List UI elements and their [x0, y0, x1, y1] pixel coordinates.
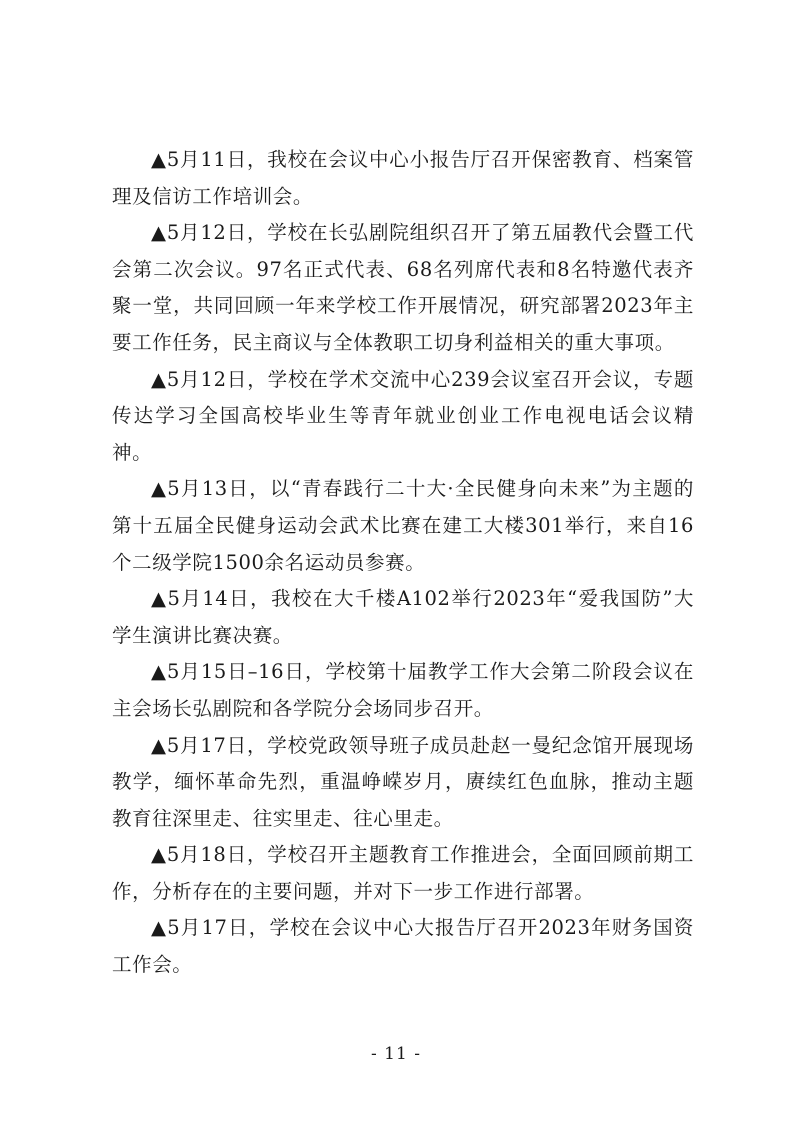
page-number: - 11 - [371, 1044, 421, 1064]
news-item-may-17-finance: ▲5月17日，学校在会议中心大报告厅召开2023年财务国资工作会。 [112, 916, 694, 977]
news-item-may-12-employment: ▲5月12日，学校在学术交流中心239会议室召开会议，专题传达学习全国高校毕业生等青年就业创业工作电视电话会议精神。 [112, 367, 694, 464]
news-list [112, 142, 694, 984]
news-item-may-12-congress: ▲5月12日，学校在长弘剧院组织召开了第五届教代会暨工代会第二次会议。97名正式代表、68名列席代表和8名特邀代表齐聚一堂，共同回顾一年来学校工作开展情况，研究部署2023年主要工作任务，民主商议与全体教职工切身利益相关的重大事项。 [112, 221, 694, 354]
news-item-may-18: ▲5月18日，学校召开主题教育工作推进会，全面回顾前期工作，分析存在的主要问题，并对下一步工作进行部署。 [112, 843, 694, 903]
news-item-may-11: ▲5月11日，我校在会议中心小报告厅召开保密教育、档案管理及信访工作培训会。 [112, 148, 694, 208]
news-item-may-13: ▲5月13日，以“青春践行二十大·全民健身向未来”为主题的第十五届全民健身运动会武术比赛在建工大楼301举行，来自16个二级学院1500余名运动员参赛。 [112, 477, 694, 574]
news-item-may-17-memorial: ▲5月17日，学校党政领导班子成员赴赵一曼纪念馆开展现场教学，缅怀革命先烈，重温峥嵘岁月，赓续红色血脉，推动主题教育往深里走、往实里走、往心里走。 [112, 733, 694, 830]
news-item-may-14: ▲5月14日，我校在大千楼A102举行2023年“爱我国防”大学生演讲比赛决赛。 [112, 587, 694, 647]
news-item-may-15-16: ▲5月15日–16日，学校第十届教学工作大会第二阶段会议在主会场长弘剧院和各学院分会场同步召开。 [112, 660, 694, 720]
